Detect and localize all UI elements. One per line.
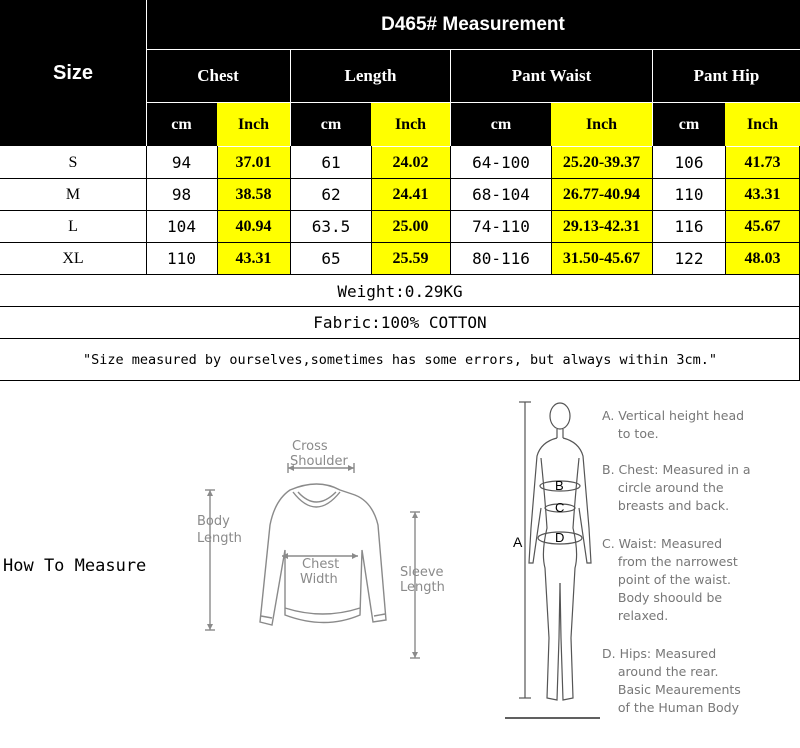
hip-inch-cell: 45.67 [725,211,800,242]
group-pant-hip: Pant Hip [693,66,760,85]
weight-note: Weight:0.29KG [337,281,463,301]
sleeve-length-label: Sleeve [400,565,444,580]
body-letter-b: B [555,478,564,493]
chest-width-label: Width [300,572,338,587]
length-cm-cell: 62 [321,185,341,204]
unit-cm: cm [678,115,700,133]
waist-inch-cell: 25.20-39.37 [551,147,652,178]
length-inch-cell: 24.41 [371,179,450,210]
group-pant-waist: Pant Waist [511,66,592,85]
hip-cm-cell: 106 [674,153,704,172]
chest-inch-cell: 43.31 [217,243,290,274]
note-c-waist: C. Waist: Measured from the narrowest point of the waist. Body shoould be relaxed. [602,536,738,623]
cross-shoulder-label: Shoulder [290,454,348,469]
body-letter-a: A [513,534,523,550]
length-inch-cell: 24.02 [371,147,450,178]
body-letter-d: D [555,530,565,545]
hip-cm-cell: 116 [674,217,704,236]
hip-inch-cell: 43.31 [725,179,800,210]
size-cell: XL [62,249,84,267]
hip-inch-cell: 48.03 [725,243,800,274]
chest-width-label: Chest [302,557,340,572]
note-a-height: A. Vertical height head to toe. [602,408,745,441]
chest-inch-cell: 40.94 [217,211,290,242]
unit-cm: cm [320,115,342,133]
waist-cm-cell: 64-100 [472,153,530,172]
cross-shoulder-label: Cross [292,439,328,454]
disclaimer-note: "Size measured by ourselves,sometimes has some errors, but always within 3cm." [83,352,717,368]
group-chest: Chest [197,66,239,85]
group-length: Length [344,66,397,85]
unit-inch: Inch [725,103,800,146]
chest-cm-cell: 94 [171,153,192,172]
chest-cm-cell: 98 [171,185,192,204]
length-inch-cell: 25.59 [371,243,450,274]
note-d-hips: D. Hips: Measured around the rear. Basic Meaurements of the Human Body [602,646,741,715]
waist-inch-cell: 31.50-45.67 [551,243,652,274]
length-cm-cell: 65 [321,249,341,268]
waist-cm-cell: 74-110 [472,217,530,236]
waist-inch-cell: 26.77-40.94 [551,179,652,210]
body-measure-diagram [505,398,600,720]
chest-inch-cell: 37.01 [217,147,290,178]
how-to-measure-label: How To Measure [3,556,147,576]
length-cm-cell: 63.5 [311,217,351,236]
length-inch-cell: 25.00 [371,211,450,242]
unit-inch: Inch [551,103,652,146]
unit-inch: Inch [217,103,290,146]
waist-cm-cell: 68-104 [472,185,530,204]
note-b-chest: B. Chest: Measured in a circle around the breasts and back. [602,462,751,513]
garment-measure-diagram [190,430,460,665]
size-column-header: Size [52,61,94,84]
body-length-label: Length [197,531,242,546]
sleeve-length-label: Length [400,580,445,595]
chest-inch-cell: 38.58 [217,179,290,210]
length-cm-cell: 61 [321,153,341,172]
hip-cm-cell: 110 [674,185,704,204]
fabric-note: Fabric:100% COTTON [313,313,487,332]
waist-cm-cell: 80-116 [472,249,530,268]
body-length-label: Body [197,514,230,529]
chest-cm-cell: 110 [167,249,196,268]
size-cell: L [68,217,78,235]
body-letter-c: C [555,500,565,515]
hip-cm-cell: 122 [674,249,704,268]
waist-inch-cell: 29.13-42.31 [551,211,652,242]
unit-cm: cm [490,115,512,133]
hip-inch-cell: 41.73 [725,147,800,178]
unit-cm: cm [171,115,192,133]
chest-cm-cell: 104 [167,217,196,236]
size-cell: M [65,185,81,203]
unit-inch: Inch [371,103,450,146]
chart-title: D465# Measurement [381,14,565,35]
size-cell: S [68,153,78,171]
